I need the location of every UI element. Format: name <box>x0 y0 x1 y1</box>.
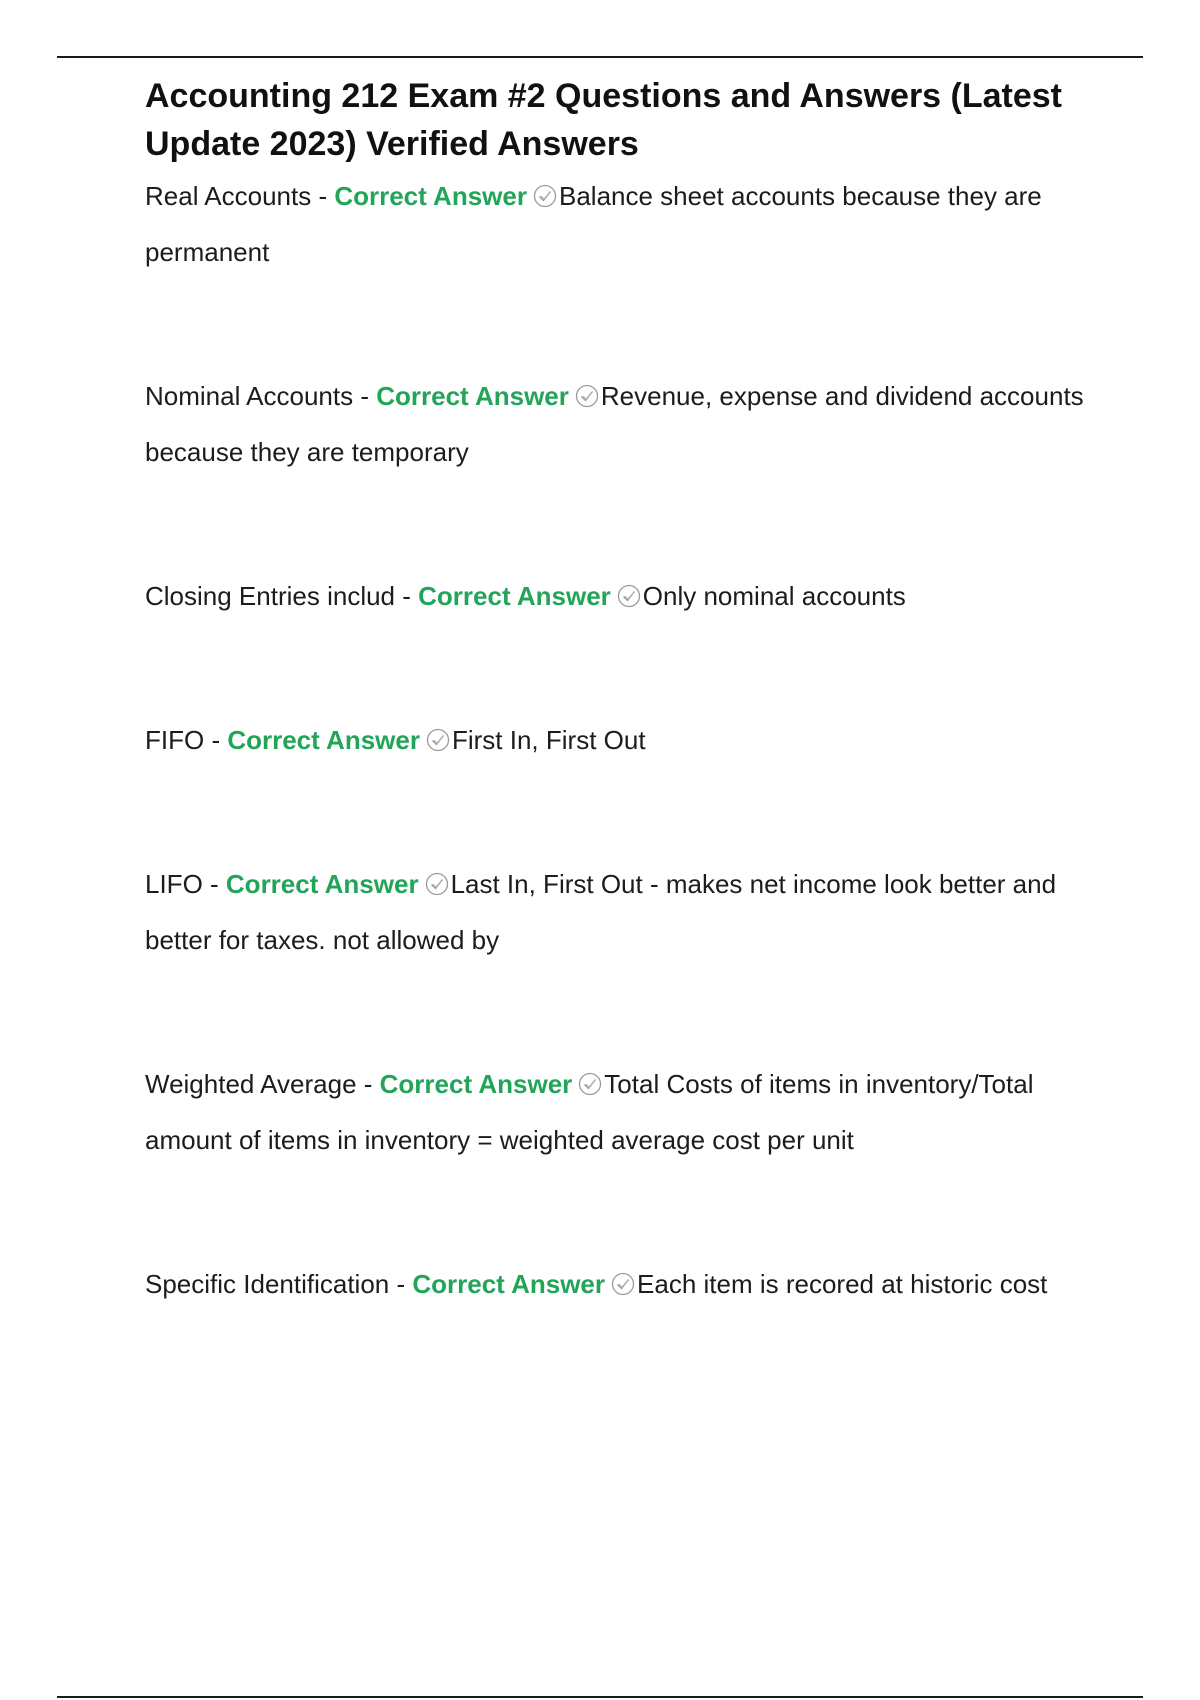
qa-separator: - <box>311 181 335 211</box>
qa-answer: Each item is recored at historic cost <box>637 1269 1048 1299</box>
qa-term: LIFO <box>145 869 203 899</box>
qa-separator: - <box>204 725 228 755</box>
qa-separator: - <box>353 381 377 411</box>
qa-item-closing-entries <box>145 568 1095 624</box>
document-body <box>145 72 1095 1400</box>
qa-item-fifo <box>145 712 1095 768</box>
check-circle-icon <box>426 728 450 752</box>
qa-item-real-accounts <box>145 168 1095 280</box>
qa-item-lifo <box>145 856 1095 968</box>
qa-answer: Total Costs of items in inventory/Total amount of items in inventory = weighted average cost per unit <box>145 1069 1034 1155</box>
qa-term: Nominal Accounts <box>145 381 354 411</box>
qa-item-specific-identification <box>145 1256 1095 1312</box>
check-circle-icon <box>578 1072 602 1096</box>
qa-separator: - <box>389 1269 413 1299</box>
qa-separator: - <box>395 581 419 611</box>
top-rule <box>57 56 1143 58</box>
bottom-rule <box>57 1696 1143 1698</box>
document-title: Accounting 212 Exam #2 Questions and Answers (Latest Update 2023) Verified Answers <box>145 77 1063 163</box>
qa-term: Weighted Average <box>145 1069 357 1099</box>
qa-term: FIFO <box>145 725 205 755</box>
qa-item-nominal-accounts <box>145 368 1095 480</box>
correct-answer-label: Correct Answer <box>225 869 419 899</box>
qa-separator: - <box>356 1069 380 1099</box>
qa-answer: Balance sheet accounts because they are permanent <box>145 181 1042 267</box>
check-circle-icon <box>575 384 599 408</box>
qa-list <box>145 168 1095 1312</box>
correct-answer-label: Correct Answer <box>334 181 527 211</box>
qa-answer: Only nominal accounts <box>642 581 906 611</box>
correct-answer-label: Correct Answer <box>412 1269 606 1299</box>
check-circle-icon <box>611 1272 635 1296</box>
correct-answer-label: Correct Answer <box>376 381 569 411</box>
check-circle-icon <box>533 184 557 208</box>
qa-term: Closing Entries includ <box>145 581 396 611</box>
correct-answer-label: Correct Answer <box>227 725 420 755</box>
correct-answer-label: Correct Answer <box>418 581 611 611</box>
qa-item-weighted-average <box>145 1056 1095 1168</box>
check-circle-icon <box>617 584 641 608</box>
qa-term: Specific Identification <box>145 1269 390 1299</box>
qa-term: Real Accounts <box>145 181 312 211</box>
qa-answer: Last In, First Out - makes net income look better and better for taxes. not allowed by <box>145 869 1057 955</box>
qa-answer: Revenue, expense and dividend accounts because they are temporary <box>145 381 1084 467</box>
qa-separator: - <box>202 869 226 899</box>
check-circle-icon <box>425 872 449 896</box>
correct-answer-label: Correct Answer <box>379 1069 573 1099</box>
qa-answer: First In, First Out <box>451 725 646 755</box>
